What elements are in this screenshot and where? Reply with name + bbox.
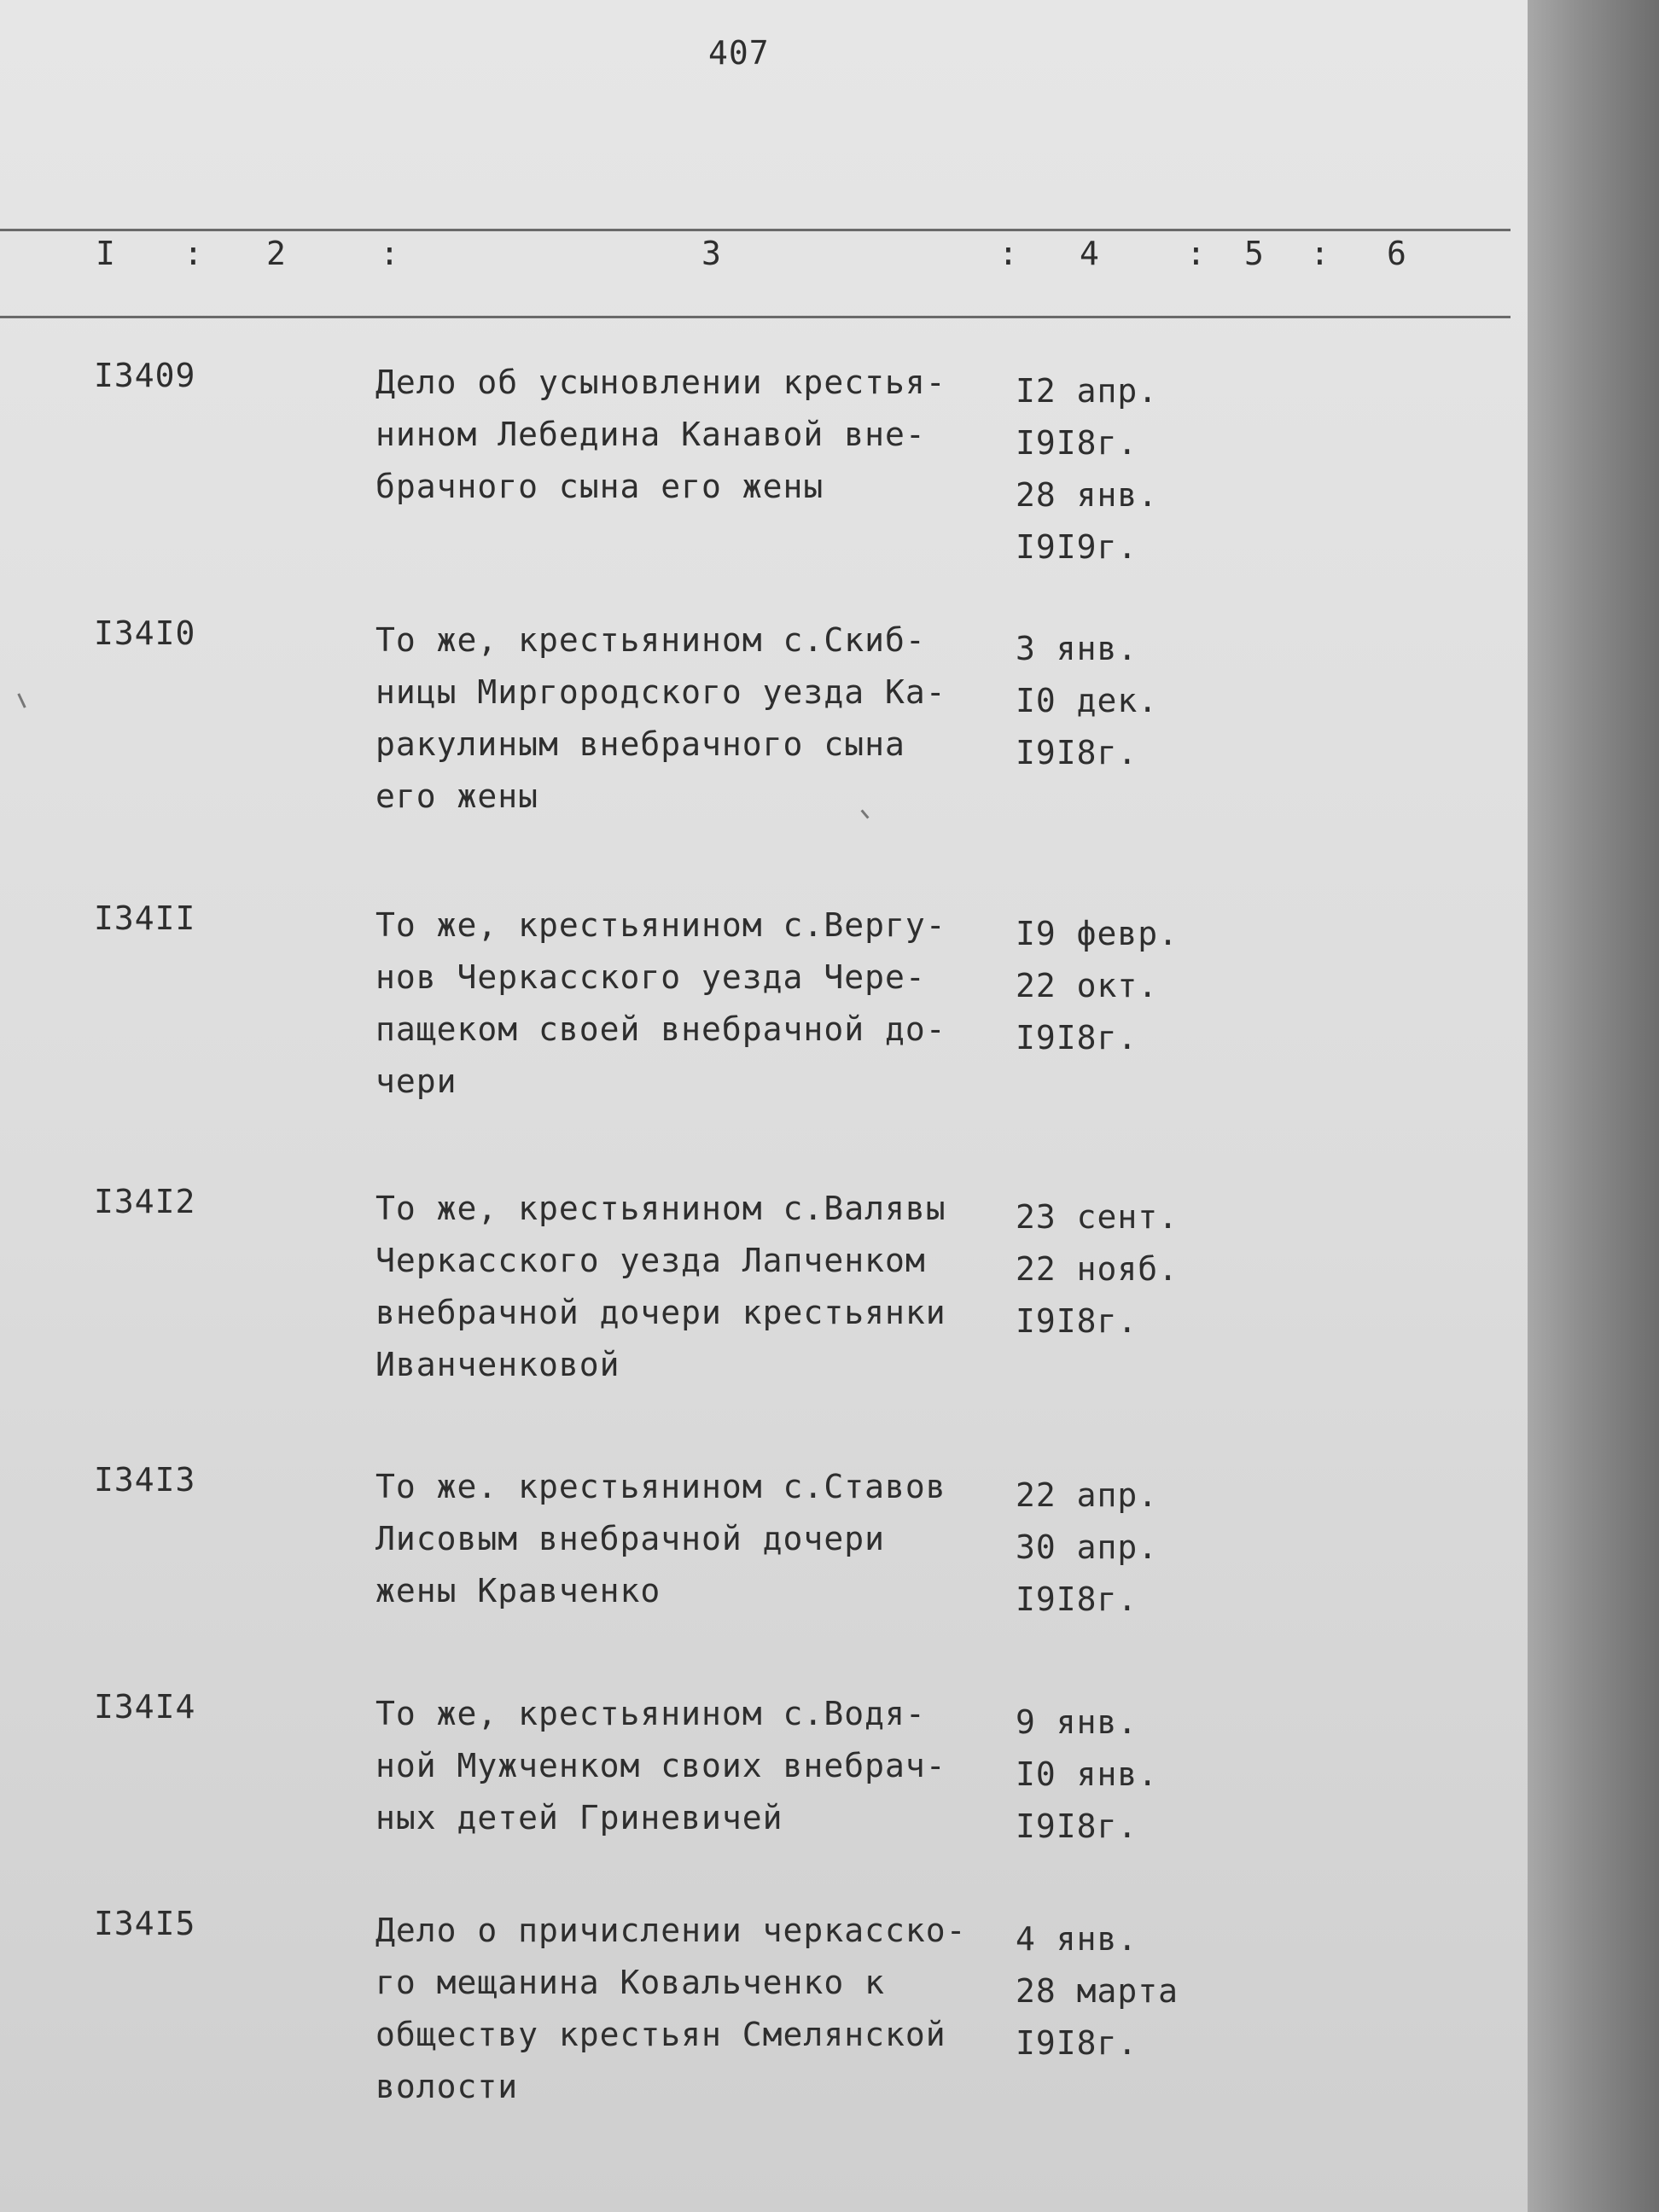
entry-dates: 4 янв. 28 марта I9I8г. <box>1016 1920 1179 2062</box>
header-top-rule <box>0 229 1511 231</box>
entry-dates: 9 янв. I0 янв. I9I8г. <box>1016 1703 1159 1845</box>
entry-dates: 23 сент. 22 нояб. I9I8г. <box>1016 1198 1179 1340</box>
entry-description: То же, крестьянином с.Валявы Черкасского уезда Лапченком внебрачной дочери крестьянки Иванченковой <box>375 1190 946 1383</box>
column-separator-2: : <box>380 235 400 272</box>
entry-description: Дело о причислении черкасско- го мещанина Ковальченко к обществу крестьян Смелянской волости <box>375 1912 967 2105</box>
column-separator-3: : <box>998 235 1019 272</box>
page-number: 407 <box>708 34 770 72</box>
entry-description: То же, крестьянином с.Скиб- ницы Миргородского уезда Ка- ракулиным внебрачного сына его жены <box>375 621 946 815</box>
entry-dates: I9 февр. 22 окт. I9I8г. <box>1016 915 1179 1057</box>
entry-dates: 3 янв. I0 дек. I9I8г. <box>1016 630 1159 771</box>
column-separator-1: : <box>183 235 204 272</box>
entry-number: I34II <box>94 899 196 937</box>
entry-description: То же, крестьянином с.Вергу- нов Черкасского уезда Чере- пащеком своей внебрачной до- чери <box>375 906 946 1100</box>
column-separator-5: : <box>1310 235 1330 272</box>
entry-number: I34I0 <box>94 614 196 652</box>
column-separator-4: : <box>1186 235 1207 272</box>
entry-description: То же, крестьянином с.Водя- ной Мужченком своих внебрач- ных детей Гриневичей <box>375 1695 946 1837</box>
entry-number: I34I5 <box>94 1905 196 1942</box>
entry-number: I3409 <box>94 357 196 394</box>
column-header-5: 5 <box>1244 235 1265 272</box>
entry-description: То же. крестьянином с.Ставов Лисовым внебрачной дочери жены Кравченко <box>375 1468 946 1610</box>
header-bottom-rule <box>0 316 1511 318</box>
column-header-1: I <box>96 235 116 272</box>
column-header-6: 6 <box>1387 235 1407 272</box>
entry-description: Дело об усыновлении крестья- нином Лебедина Канавой вне- брачного сына его жены <box>375 364 946 505</box>
column-header-4: 4 <box>1080 235 1100 272</box>
entry-number: I34I3 <box>94 1461 196 1499</box>
entry-number: I34I4 <box>94 1688 196 1726</box>
column-header-2: 2 <box>266 235 287 272</box>
page-edge-shadow <box>1528 0 1659 2212</box>
entry-dates: 22 апр. 30 апр. I9I8г. <box>1016 1476 1159 1618</box>
paper-mark <box>17 693 26 708</box>
column-header-3: 3 <box>701 235 722 272</box>
entry-number: I34I2 <box>94 1183 196 1220</box>
entry-dates: I2 апр. I9I8г. 28 янв. I9I9г. <box>1016 372 1159 566</box>
